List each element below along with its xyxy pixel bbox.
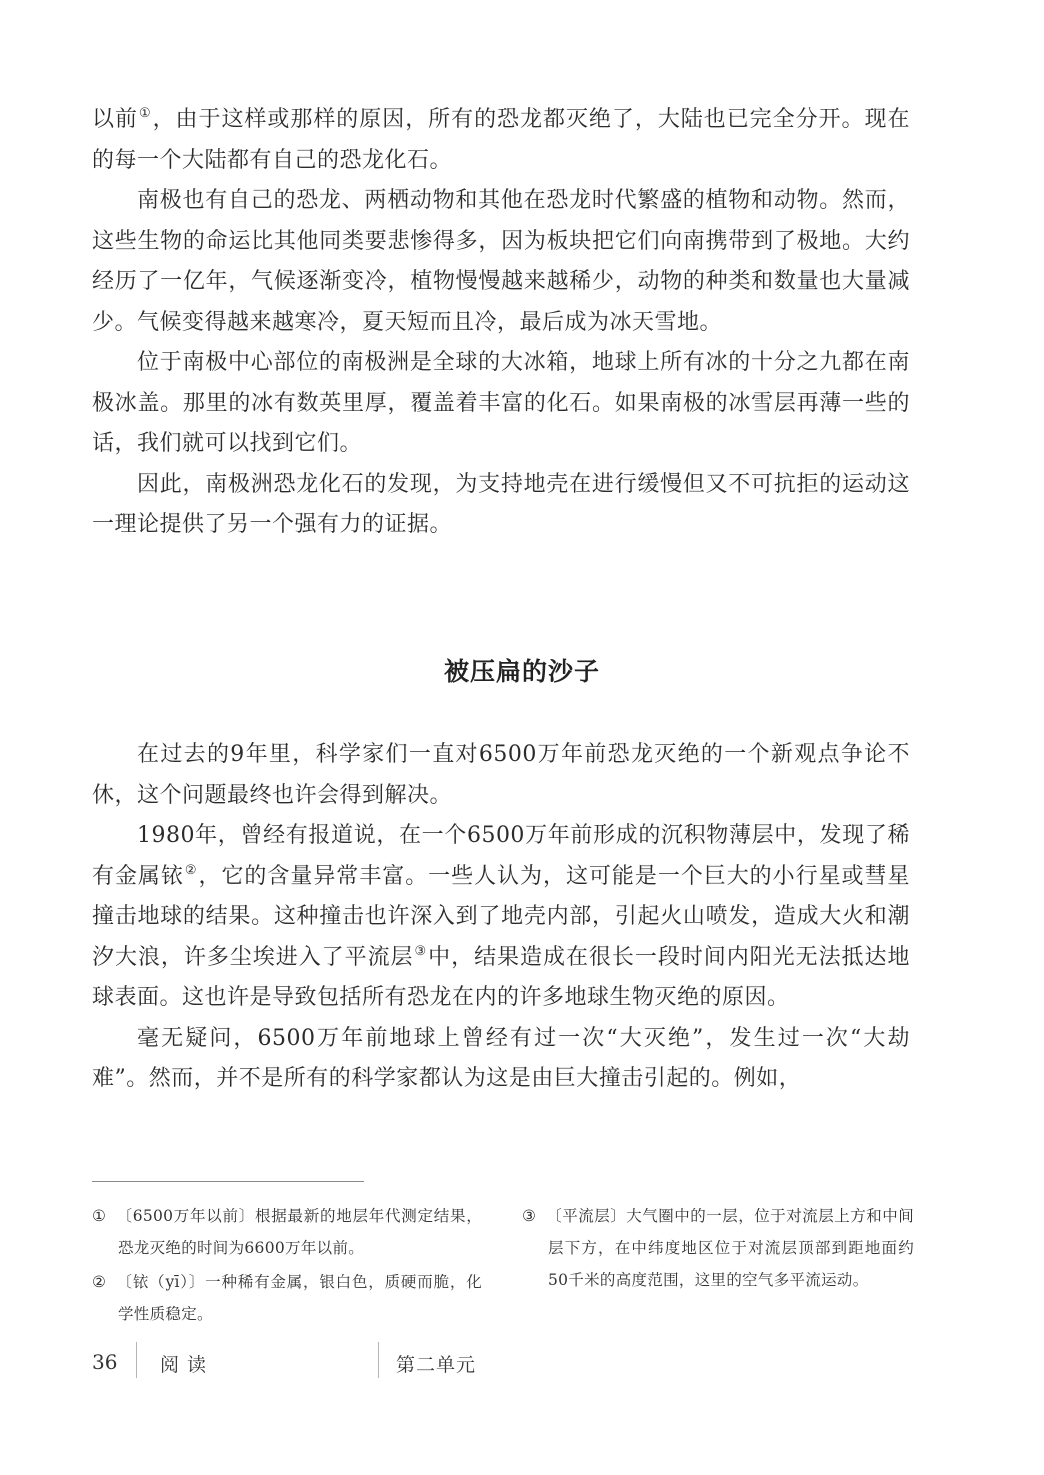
footnote-item: [92, 1266, 482, 1330]
footnote-number: ①: [92, 1207, 107, 1225]
paragraph-text: 中，结果造成在很长一段时间内阳光无法抵达地球表面。这也许是导致包括所有恐龙在内的许多地球生物灭绝的原因。: [92, 944, 910, 1010]
footnote-number: ③: [522, 1207, 537, 1225]
paragraph-debate: 在过去的9年里，科学家们一直对6500万年前恐龙灭绝的一个新观点争论不休，这个问题最终也许会得到解决。: [92, 742, 910, 808]
footnotes-column-right: [522, 1200, 914, 1298]
paragraph-text: ，它的含量异常丰富。一些人认为，这可能是一个巨大的小行星或彗星撞击地球的结果。这种撞击也许深入到了地壳内部，引起火山喷发，造成大火和潮汐大浪，许多尘埃进入了平流层: [92, 863, 910, 970]
paragraph-conclusion: 因此，南极洲恐龙化石的发现，为支持地壳在进行缓慢但又不可抗拒的运动这一理论提供了另一个强有力的证据。: [92, 471, 910, 537]
paragraph-text: 1980年，曾经有报道说，在一个6500万年前形成的沉积物薄层中，发现了稀有金属铱: [92, 823, 910, 889]
footnote-text: 〔平流层〕大气圈中的一层，位于对流层上方和中间层下方，在中纬度地区位于对流层顶部到距地面约50千米的高度范围，这里的空气多平流运动。: [546, 1207, 914, 1289]
footnote-item: [92, 1200, 482, 1264]
paragraph-antarctic-dinosaurs: 南极也有自己的恐龙、两栖动物和其他在恐龙时代繁盛的植物和动物。然而，这些生物的命运比其他同类要悲惨得多，因为板块把它们向南携带到了极地。大约经历了一亿年，气候逐渐变冷，植物慢慢越来越稀少，动物的种类和数量也大量减少。气候变得越来越寒冷，夏天短而且冷，最后成为冰天雪地。: [92, 188, 910, 335]
paragraph-text: 以前: [92, 107, 138, 132]
footnote-marker[interactable]: ①: [138, 106, 152, 121]
footnote-number: ②: [92, 1273, 107, 1291]
footnotes-column-left: [92, 1200, 482, 1332]
page-number: 36: [92, 1350, 118, 1374]
unit-label: 第二单元: [396, 1354, 477, 1376]
footnote-text: 〔铱（yī）〕一种稀有金属，银白色，质硬而脆，化学性质稳定。: [116, 1273, 482, 1323]
footnote-divider: [92, 1181, 364, 1182]
paragraph-continued: [92, 100, 910, 181]
footnote-item: [522, 1200, 914, 1296]
paragraph-antarctic-ice: 位于南极中心部位的南极洲是全球的大冰箱，地球上所有冰的十分之九都在南极冰盖。那里的冰有数英里厚，覆盖着丰富的化石。如果南极的冰雪层再薄一些的话，我们就可以找到它们。: [92, 350, 910, 456]
footer-divider: [136, 1342, 137, 1378]
continued-section: [92, 100, 910, 546]
footnote-marker[interactable]: ②: [184, 862, 198, 878]
paragraph-text: ，由于这样或那样的原因，所有的恐龙都灭绝了，大陆也已完全分开。现在的每一个大陆都有自己的恐龙化石。: [92, 107, 910, 173]
paragraph-mass-extinction: 毫无疑问，6500万年前地球上曾经有过一次“大灭绝”，发生过一次“大劫难”。然而，并不是所有的科学家都认为这是由巨大撞击引起的。例如，: [92, 1025, 910, 1091]
main-section: [92, 735, 910, 1100]
footnote-text: 〔6500万年以前〕根据最新的地层年代测定结果，恐龙灭绝的时间为6600万年以前。: [116, 1207, 482, 1257]
footnote-marker[interactable]: ③: [414, 943, 428, 959]
section-title: 被压扁的沙子: [443, 657, 600, 686]
book-title: 阅读: [160, 1354, 215, 1376]
page-footer: [0, 1342, 1044, 1382]
footer-divider: [378, 1342, 379, 1378]
paragraph-iridium: [92, 816, 910, 1019]
